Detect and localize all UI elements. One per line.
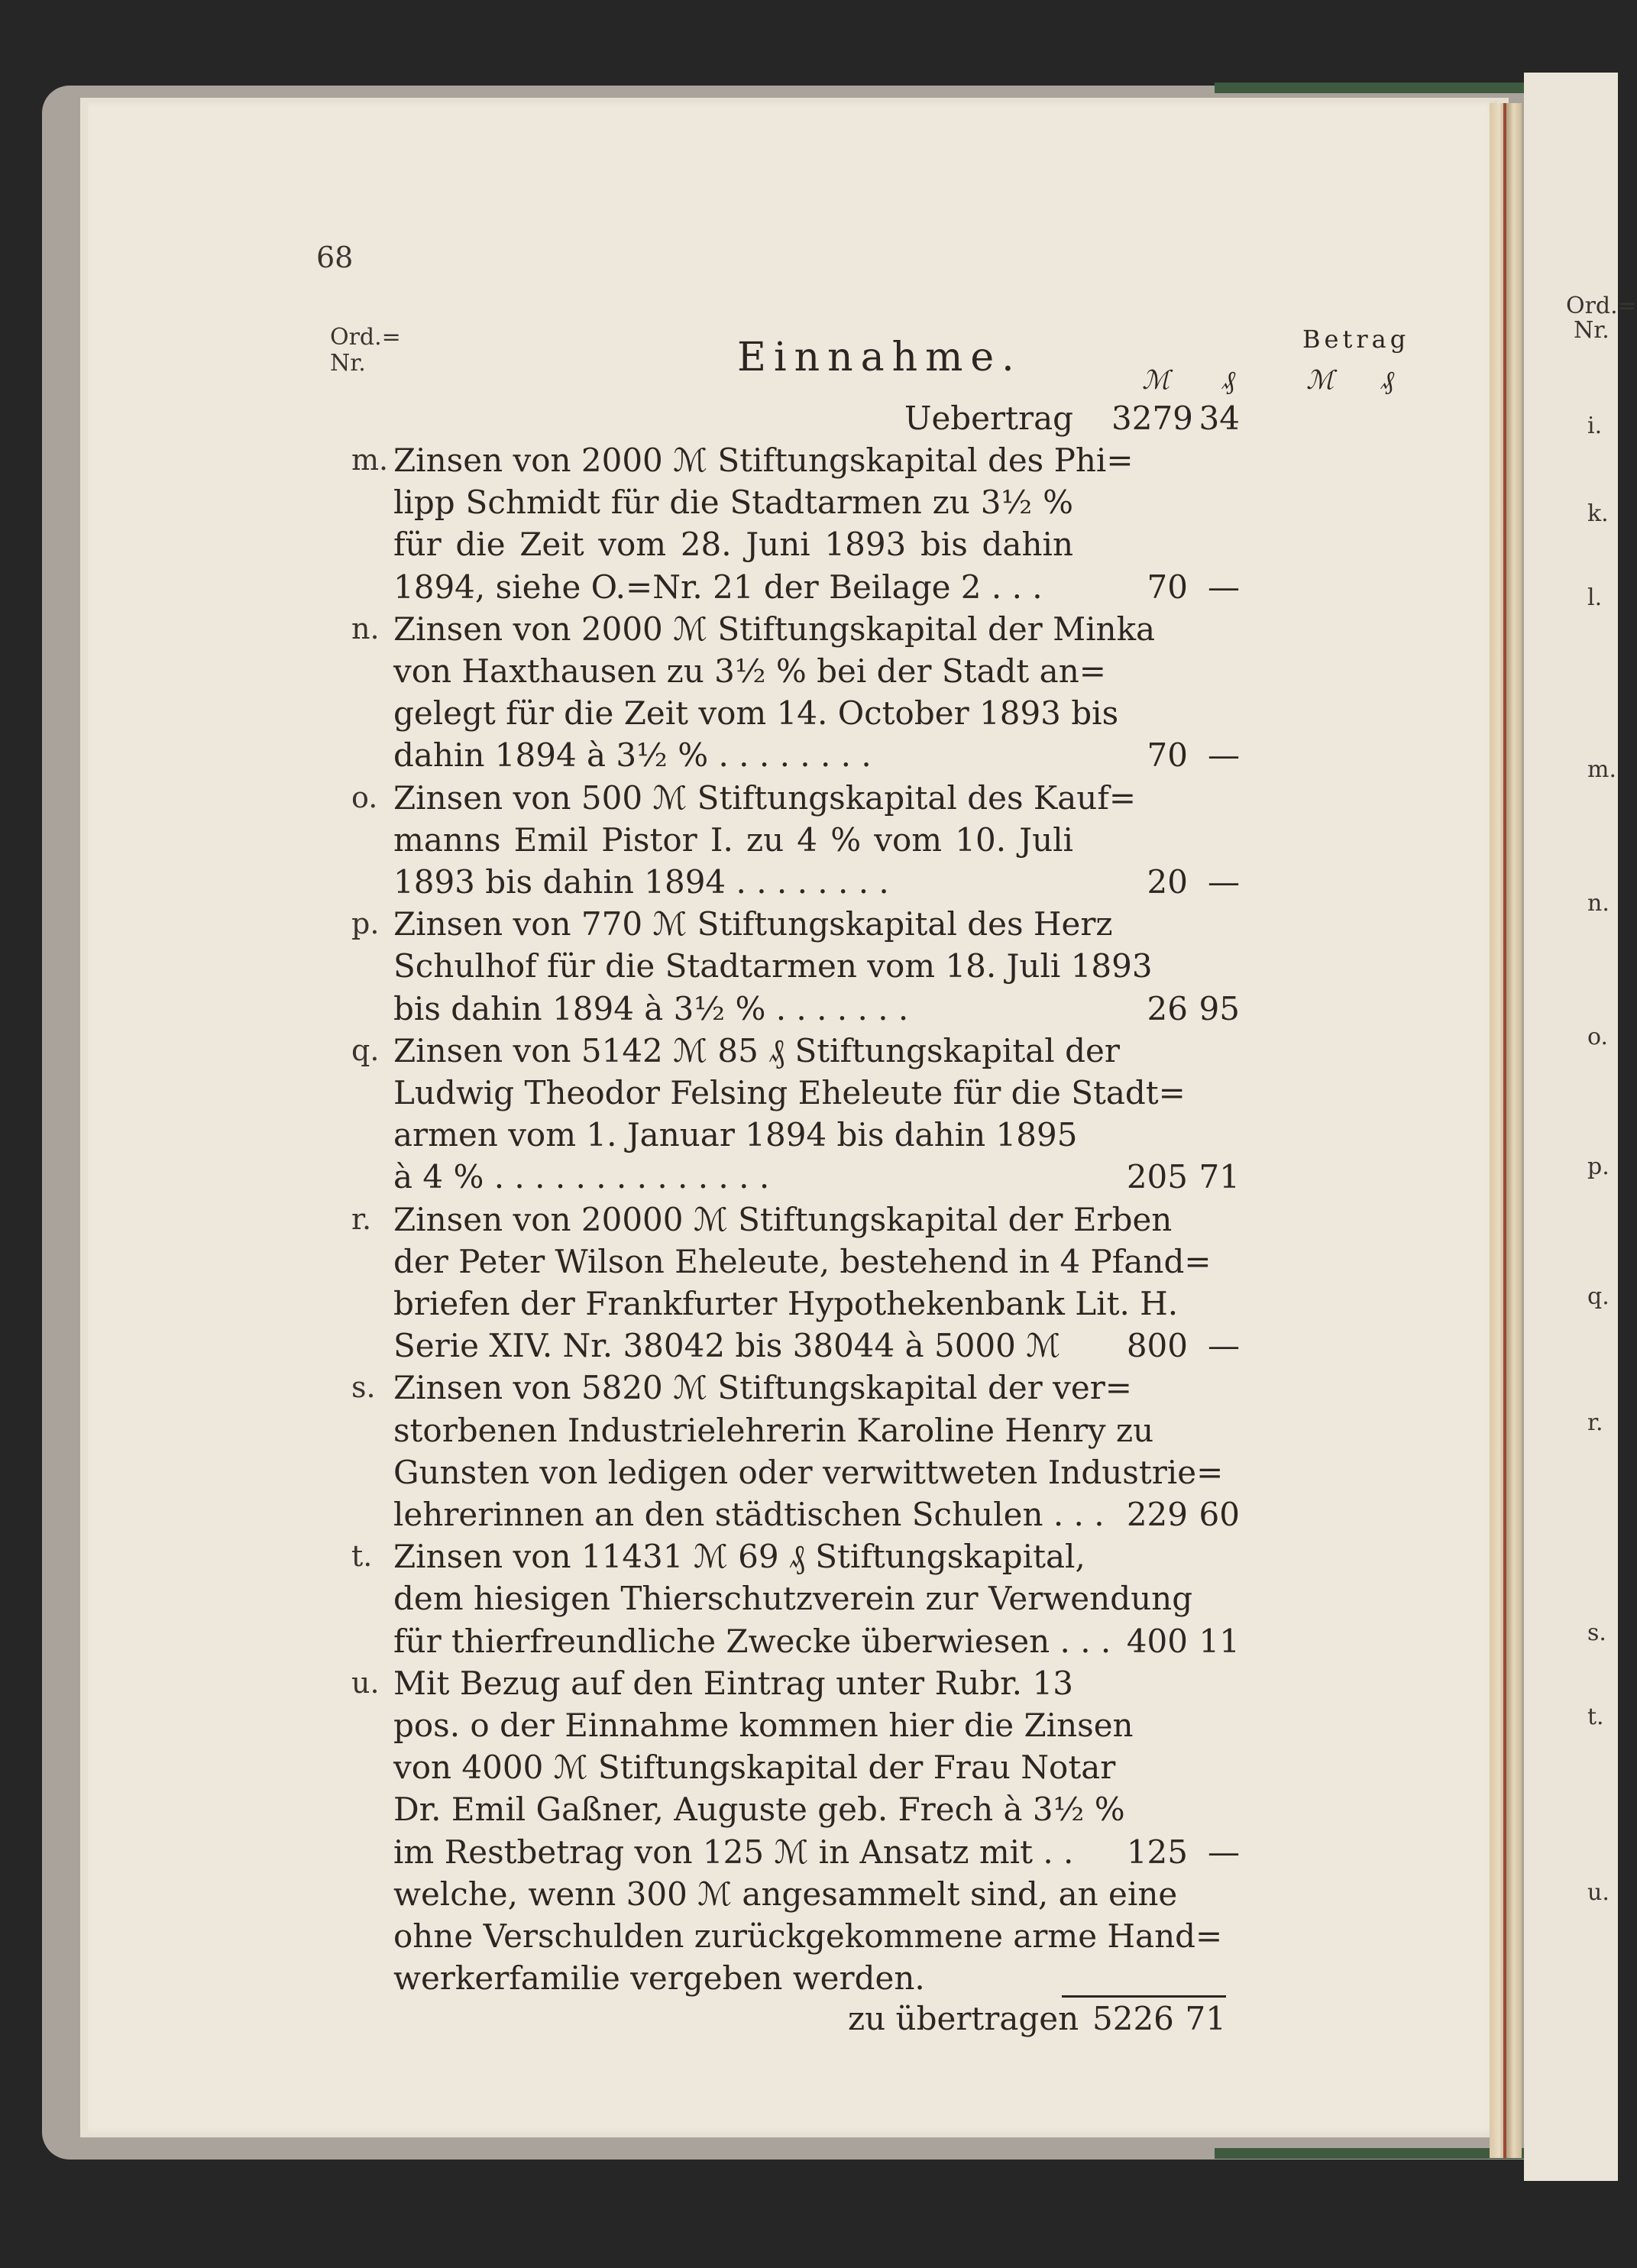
- entry-label: u.: [351, 1665, 380, 1700]
- entry-text-line: Serie XIV. Nr. 38042 bis 38044 à 5000 ℳ: [393, 1327, 1061, 1365]
- entry-text-line: Zinsen von 500 ℳ Stiftungskapital des Kauf=: [393, 778, 1137, 817]
- facing-ord-header: [1566, 294, 1637, 343]
- entry-amount-pf: —: [1208, 736, 1240, 775]
- entry-text-line: Zinsen von 770 ℳ Stiftungskapital des Herz: [393, 905, 1113, 943]
- entry-text-line: welche, wenn 300 ℳ angesammelt sind, an eine: [393, 1875, 1178, 1913]
- entry-text-line: dahin 1894 à 3½ % . . . . . . . .: [393, 736, 872, 775]
- facing-label: q.: [1587, 1283, 1610, 1310]
- entry-label: q.: [351, 1033, 380, 1067]
- entry-label: p.: [351, 907, 380, 941]
- entry-text-line: für thierfreundliche Zwecke überwiesen . . .: [393, 1622, 1111, 1660]
- entry-text-line: manns Emil Pistor I. zu 4 % vom 10. Juli: [393, 820, 1073, 859]
- uebertrag-pf: 34: [1199, 400, 1240, 437]
- entry-text-line: bis dahin 1894 à 3½ % . . . . . . .: [393, 989, 909, 1027]
- entry-amount-mark: 400: [1126, 1622, 1188, 1660]
- facing-label: i.: [1587, 413, 1603, 439]
- entry-label: r.: [351, 1202, 372, 1236]
- facing-page: [1524, 73, 1618, 2181]
- entry-amount-pf: 71: [1199, 1158, 1240, 1196]
- facing-label: k.: [1587, 500, 1609, 527]
- entry-amount-mark: 229: [1126, 1496, 1188, 1533]
- entry-text-line: Zinsen von 5820 ℳ Stiftungskapital der ver=: [393, 1369, 1132, 1407]
- entry-text-line: von Haxthausen zu 3½ % bei der Stadt an=: [393, 652, 1106, 690]
- entry-text-line: 1894, siehe O.=Nr. 21 der Beilage 2 . . .: [393, 568, 1043, 606]
- entry-text-line: Schulhof für die Stadtarmen vom 18. Juli 1893: [393, 947, 1153, 985]
- unit-pf-col2: ₰: [1381, 365, 1394, 396]
- facing-label: p.: [1587, 1153, 1610, 1180]
- entry-text-line: Zinsen von 5142 ℳ 85 ₰ Stiftungskapital der: [393, 1031, 1120, 1069]
- entry-amount-pf: 11: [1199, 1622, 1240, 1660]
- entry-label: s.: [351, 1370, 376, 1405]
- entry-amount-pf: —: [1208, 568, 1240, 606]
- entry-text-line: storbenen Industrielehrerin Karoline Henry zu: [393, 1411, 1154, 1449]
- facing-label: m.: [1587, 756, 1616, 783]
- entry-text-line: Zinsen von 11431 ℳ 69 ₰ Stiftungskapital,: [393, 1538, 1085, 1576]
- entry-amount-pf: 95: [1199, 989, 1240, 1027]
- entry-text-line: dem hiesigen Thierschutzverein zur Verwendung: [393, 1580, 1193, 1618]
- entry-text-line: à 4 % . . . . . . . . . . . . . .: [393, 1158, 770, 1196]
- entry-text-line: für die Zeit vom 28. Juni 1893 bis dahin: [393, 526, 1073, 564]
- entry-text-line: Zinsen von 2000 ℳ Stiftungskapital des Phi=: [393, 442, 1134, 479]
- facing-ord-1: Ord.=: [1566, 293, 1637, 319]
- entry-amount-mark: 205: [1126, 1158, 1188, 1196]
- carry-forward-mark: 5226: [1092, 2000, 1174, 2037]
- entry-text-line: werkerfamilie vergeben werden.: [393, 1959, 925, 1998]
- unit-pf-col1: ₰: [1222, 365, 1235, 396]
- entry-amount-mark: 70: [1147, 568, 1188, 606]
- facing-label: s.: [1587, 1619, 1606, 1646]
- unit-mark-col1: ℳ: [1142, 365, 1170, 396]
- carry-forward-label: zu übertragen: [848, 2000, 1079, 2037]
- entry-text-line: der Peter Wilson Eheleute, bestehend in 4 Pfand=: [393, 1242, 1212, 1280]
- carry-forward-pf: 71: [1185, 2000, 1226, 2037]
- entry-text-line: lipp Schmidt für die Stadtarmen zu 3½ %: [393, 484, 1073, 522]
- entry-text-line: armen vom 1. Januar 1894 bis dahin 1895: [393, 1116, 1078, 1154]
- entry-text-line: im Restbetrag von 125 ℳ in Ansatz mit . .: [393, 1833, 1074, 1871]
- entry-text-line: Dr. Emil Gaßner, Auguste geb. Frech à 3½ %: [393, 1791, 1125, 1829]
- betrag-header: Betrag: [1302, 325, 1410, 354]
- page-number: 68: [316, 241, 354, 274]
- entry-text-line: lehrerinnen an den städtischen Schulen . . .: [393, 1496, 1105, 1533]
- entry-text-line: Ludwig Theodor Felsing Eheleute für die Stadt=: [393, 1074, 1186, 1111]
- entry-amount-mark: 125: [1126, 1833, 1188, 1871]
- entry-amount-mark: 800: [1126, 1327, 1188, 1365]
- entry-amount-pf: —: [1208, 1833, 1240, 1871]
- entry-amount-pf: 60: [1199, 1496, 1240, 1533]
- ord-label-1: Ord.=: [330, 324, 401, 351]
- entry-label: o.: [351, 780, 378, 814]
- entry-label: n.: [351, 611, 380, 645]
- entry-text-line: Zinsen von 2000 ℳ Stiftungskapital der Minka: [393, 610, 1156, 648]
- binding-thread: [1503, 103, 1506, 2158]
- facing-label: l.: [1587, 584, 1603, 611]
- entry-text-line: pos. o der Einnahme kommen hier die Zinsen: [393, 1707, 1134, 1744]
- unit-mark-col2: ℳ: [1306, 365, 1335, 396]
- entry-text-line: Mit Bezug auf den Eintrag unter Rubr. 13: [393, 1664, 1073, 1702]
- entry-text-line: von 4000 ℳ Stiftungskapital der Frau Notar: [393, 1749, 1116, 1787]
- entry-text-line: Gunsten von ledigen oder verwittweten Industrie=: [393, 1453, 1224, 1491]
- column-header-ord: [330, 325, 401, 377]
- facing-label: o.: [1587, 1024, 1609, 1050]
- entry-text-line: ohne Verschulden zurückgekommene arme Hand=: [393, 1917, 1223, 1955]
- page-title: Einnahme.: [737, 335, 1022, 380]
- entry-text-line: Zinsen von 20000 ℳ Stiftungskapital der Erben: [393, 1200, 1173, 1238]
- uebertrag-label: Uebertrag: [904, 400, 1073, 437]
- entry-amount-pf: —: [1208, 1327, 1240, 1365]
- entry-amount-mark: 70: [1147, 736, 1188, 775]
- ord-label-2: Nr.: [330, 350, 366, 377]
- facing-label: t.: [1587, 1703, 1604, 1730]
- entry-amount-mark: 26: [1147, 989, 1188, 1027]
- entry-amount-pf: —: [1208, 863, 1240, 901]
- facing-label: u.: [1587, 1879, 1610, 1906]
- entry-text-line: 1893 bis dahin 1894 . . . . . . . .: [393, 863, 889, 901]
- entry-text-line: briefen der Frankfurter Hypothekenbank Lit. H.: [393, 1285, 1179, 1322]
- entry-text-line: gelegt für die Zeit vom 14. October 1893 bis: [393, 694, 1119, 733]
- cover-strip-top: [1215, 83, 1551, 93]
- facing-label: r.: [1587, 1409, 1603, 1436]
- entry-label: t.: [351, 1539, 373, 1574]
- entry-label: m.: [351, 443, 389, 477]
- facing-ord-2: Nr.: [1574, 317, 1610, 344]
- entry-amount-mark: 20: [1147, 863, 1188, 901]
- uebertrag-mark: 3279: [1111, 400, 1193, 437]
- facing-label: n.: [1587, 890, 1610, 917]
